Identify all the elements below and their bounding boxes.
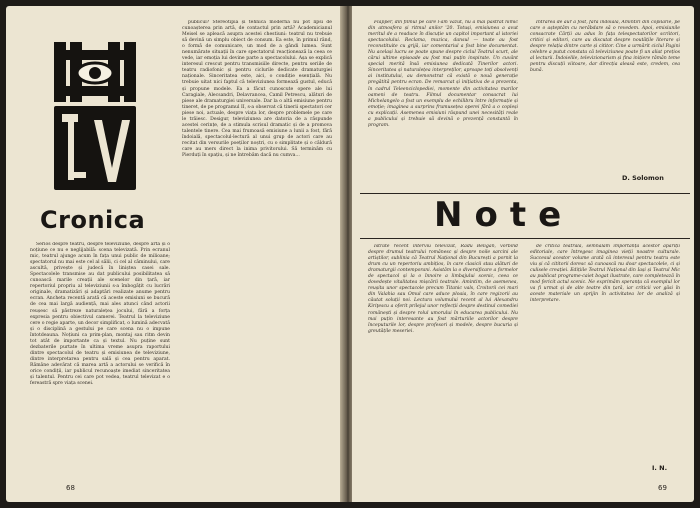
right-column-1 [368,20,518,188]
left-column-1 [30,242,170,474]
right-page [352,6,694,502]
right-column-4 [530,244,680,458]
page-number-right: 69 [658,484,667,492]
right-column-4-text: de critică teatrală, semnalăm importanța acestor apariții editoriale, care întregesc imaginea vieții noastre culturale. Succesul acestor volume arată că interesul pentru teatru este viu și că cititorii doresc să cunoască nu doar spectacolele, ci și culisele creației. Edițiile Teatrul Național din Iași și Teatrul Mic au publicat programe-caiet bogat ilustrate, care completează în mod fericit actul scenic. Ne exprimăm speranța că exemplul lor va fi urmat și de alte teatre din țară, iar criticii vor găsi în aceste materiale un sprijin în activitatea lor de analiză și interpretare. [530,244,680,304]
right-column-3 [368,244,518,476]
section-title-cronica: Cronica [40,206,146,234]
signature-i-n: I. N. [652,464,668,472]
left-page [6,6,344,502]
right-column-3-text: Istrate recent interviu televizat, Radu Beligan, vorbind despre drumul teatrului românesc și despre noile sarcini ale artiștilor, sublinia că Teatrul Național din București a pornit la drum cu un repertoriu ambițios, în care clasicii stau alături de dramaturgii contemporani. Asistăm la o diversificare a formelor de spectacol și la o înnoire a limbajului scenic, ceea ce dovedește vitalitatea mișcării teatrale. Amintim, de asemenea, reușita unor spectacole precum Titanic vals, Croitorii cei mari din Valahia sau Omul care aduce ploaia, în care regizorii au căutat soluții noi. Lectura volumului recent al lui Alexandru Kiriţescu a oferit prilejul unor reflecții despre destinul comediei românești și despre rolul umorului în educarea publicului. Nu mai puțin interesante au fost mărturiile actorilor despre începuturile lor, despre profesori și modele, despre bucuria și greutățile meseriei. [368,244,518,334]
left-column-1-text: Serios despre teatru, despre televiziune, despre artă și o noțiune ce nu e neglijabilă: scena televizată. Prin ecranul mic, teatrul ajunge acum în fața unui public de milioane; spectatorul nu mai este cel al sălii, ci cel al căminului, care ascultă, privește și judecă în liniștea casei sale. Spectacolele transmise au dat publicului posibilitatea să cunoască marile creații ale scenelor din țară, iar repertoriul propriu al televiziunii s-a îmbogățit cu lucrări originale, dramatizări și adaptări realizate anume pentru ecran. Ancheta recentă arată că aceste emisiuni se bucură de cea mai largă audiență, mai ales atunci când actorii reușesc să păstreze naturalețea jocului, fără a forța expresia pentru obiectivul camerei. Teatrul la televiziune cere o regie aparte, un decor simplificat, o lumină adecvată și o disciplină a gestului pe care scena nu o impune întotdeauna. Noțiuni ca prim-plan, montaj sau ritm devin tot atât de importante ca și textul. Nu puține sunt dezbaterile purtate în ultima vreme asupra raportului dintre spectacolul de teatru și emisiunea de televiziune, dintre interpretarea pentru sală și cea pentru aparat. Rămâne adevărat că marea artă a actorului se verifică în orice condiții, iar publicul recunoaște imediat sinceritatea și talentul. Pentru cei care pot vedea, teatrul televizat e o fereastră spre viața scenei. [30,242,170,387]
tv-logo-icon [50,40,140,192]
signature-d-solomon: D. Solomon [622,174,664,182]
left-column-2 [182,20,332,476]
right-column-2-text: Intrarea de aur a fost, fără îndoială, Amintiri din copilărie, pe care o așteptăm cu nerăbdare să o revedem. Apoi, emisiunile consacrate Cărții au adus în fața telespectatorilor scriitori, critici și editori, care au discutat despre noutățile literare și despre relația dintre carte și cititor. Cine a urmărit ciclul Pagini celebre a putut constata că televiziunea poate fi un aliat prețios al lecturii. Îndoielile, televizionarism și fina inițiere rămân teme pentru discuții viitoare, dar direcția aleasă este, credem, cea bună. [530,20,680,74]
page-number-left: 68 [66,484,75,492]
notes-heading-band [360,193,690,239]
section-title-note: Note [434,195,574,235]
left-column-2-text: publicul? Stereotipia și tehnica modernă nu pot lipsi de cunoașterea prin artă, de contactul prin artă? Academicianul Meisel se apleacă asupra acestei chestiuni: teatrul nu trebuie să devină un simplu obiect de consum. Ea este, în primul rând, o formă de comunicare, un mod de a gândi lumea. Sunt nenumărate situații în care spectatorul reacționează la ceea ce vede, iar emoția lui devine parte a spectacolului. Așa se explică interesul crescut pentru transmisiile directe, pentru seriile de teatru radiofonic și pentru ciclurile dedicate dramaturgiei naționale. Sinceritatea este, aici, o condiție esențială. Nu trebuie uitat nici faptul că televiziunea formează gustul, educă și propune modele. Ea a făcut cunoscute opere ale lui Caragiale, Alecsandri, Delavrancea, Camil Petrescu, alături de piese ale dramaturgiei universale. Dar la o altă emisiune pentru tineret, de pe programul II, s-a observat că tinerii spectatori cer piese noi, actuale, despre viața lor, despre problemele pe care le trăiesc. Desigur, televiziunea are datoria de a răspunde acestei cerințe, de a stimula scrisul dramatic și de a promova talentele tinere. Cea mai frumoasă emisiune a lunii a fost, fără îndoială, spectacolul-lectură al unui grup de actori care au recitat din versurile poeților noștri, cu o simplitate și o căldură care au mers direct la inima privitorului. Să terminăm cu Pierduți în spațiu, și ne întrebăm dacă nu cumva... [182,20,332,159]
right-column-2 [530,20,680,168]
right-column-1-text: Flapper, din filmul pe care l-am văzut, nu a mai păstrat nimic din atmosfera și ritmul anilor '20. Totuși, emisiunea a avut meritul de a readuce în discuție un capitol important al istoriei spectacolului. Reclama, muzica, dansul — toate au fost reconstituite cu grijă, iar comentariul a fost bine documentat. Nu același lucru se poate spune despre ciclul Teatrul scurt, ale cărui ultime episoade au fost mai puțin inspirate. Un cuvânt special merită însă emisiunea dedicată Tinerilor actori. Sinceritatea și naturalețea interpreților, aproape toți absolvenți ai institutului, au demonstrat că există o nouă generație pregătită pentru ecran. De remarcat și inițiativa de a prezenta, în cadrul Teleenciclopediei, momente din activitatea marilor oameni de teatru. Filmul documentar consacrat lui Michelangelo a fost un exemplu de echilibru între informație și emoție; imaginea a surprins frumusețea operei fără a o copleși cu explicații. Asemenea emisiuni răspund unei necesități reale a publicului și trebuie să devină o prezență constantă în program. [368,20,518,128]
